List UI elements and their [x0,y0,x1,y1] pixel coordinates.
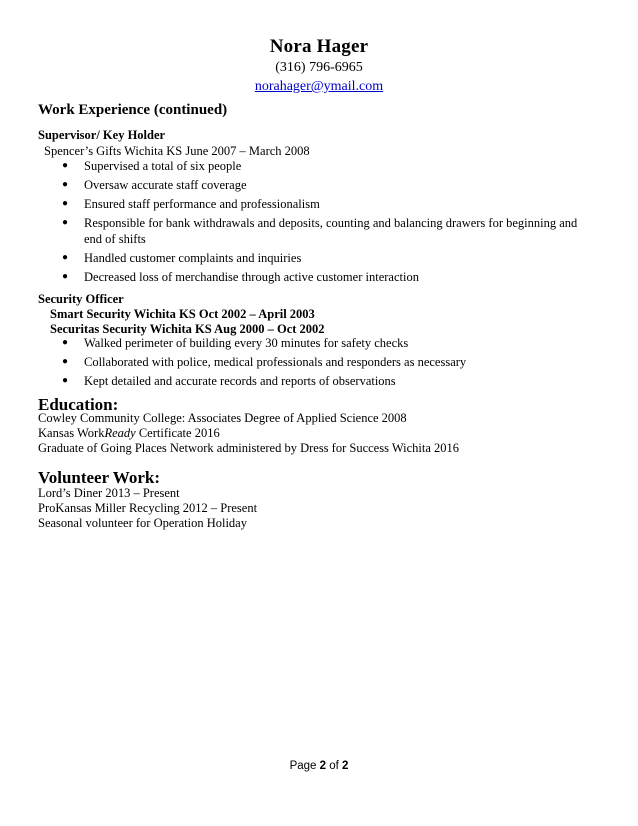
list-item: ● Kept detailed and accurate records and reports of observations [62,374,396,388]
bullet-icon: ● [62,337,69,348]
volunteer-line-2: ProKansas Miller Recycling 2012 – Present [38,501,258,515]
work-experience-heading: Work Experience (continued) [38,102,228,118]
bullet-icon: ● [62,198,69,209]
phone-number: (316) 796-6965 [275,60,363,75]
bullet-icon: ● [62,160,69,171]
volunteer-heading: Volunteer Work: [38,468,161,487]
list-item: ● Decreased loss of merchandise through active customer interaction [62,270,419,284]
job1-duties-list [62,158,598,288]
volunteer-line-1: Lord’s Diner 2013 – Present [38,486,180,500]
job1-employer: Spencer’s Gifts Wichita KS June 2007 – March 2008 [44,144,310,158]
email-link[interactable]: norahager@ymail.com [254,79,384,94]
bullet-icon: ● [62,217,69,228]
job2-title: Security Officer [38,292,124,306]
list-item: ● Walked perimeter of building every 30 minutes for safety checks [62,336,409,350]
bullet-icon: ● [62,252,69,263]
volunteer-line-3: Seasonal volunteer for Operation Holiday [38,516,247,530]
bullet-icon: ● [62,375,69,386]
education-line-1: Cowley Community College: Associates Degree of Applied Science 2008 [38,411,407,425]
list-item: ● Handled customer complaints and inquiries [62,251,302,265]
job1-title: Supervisor/ Key Holder [38,128,166,142]
education-line-2: Kansas WorkReady Certificate 2016 [38,426,220,440]
job2-duties-list [62,335,598,392]
education-heading: Education: [38,395,119,414]
list-item: ● Supervised a total of six people [62,159,242,173]
list-item: ● Collaborated with police, medical professionals and responders as necessary [62,355,467,369]
page-number: Page 2 of 2 [289,760,349,772]
bullet-icon: ● [62,271,69,282]
list-item: ● Ensured staff performance and professionalism [62,197,320,211]
bullet-icon: ● [62,356,69,367]
job2-employer-2: Securitas Security Wichita KS Aug 2000 – Oct 2002 [50,322,325,336]
list-item: ● Oversaw accurate staff coverage [62,178,247,192]
list-item: ● Responsible for bank withdrawals and deposits, counting and balancing drawers for beginning and end of shifts [62,216,578,246]
bullet-icon: ● [62,179,69,190]
email-line [0,79,638,95]
resume-name: Nora Hager [269,36,369,57]
education-line-3: Graduate of Going Places Network administered by Dress for Success Wichita 2016 [38,441,460,455]
job2-employer-1: Smart Security Wichita KS Oct 2002 – April 2003 [50,307,315,321]
